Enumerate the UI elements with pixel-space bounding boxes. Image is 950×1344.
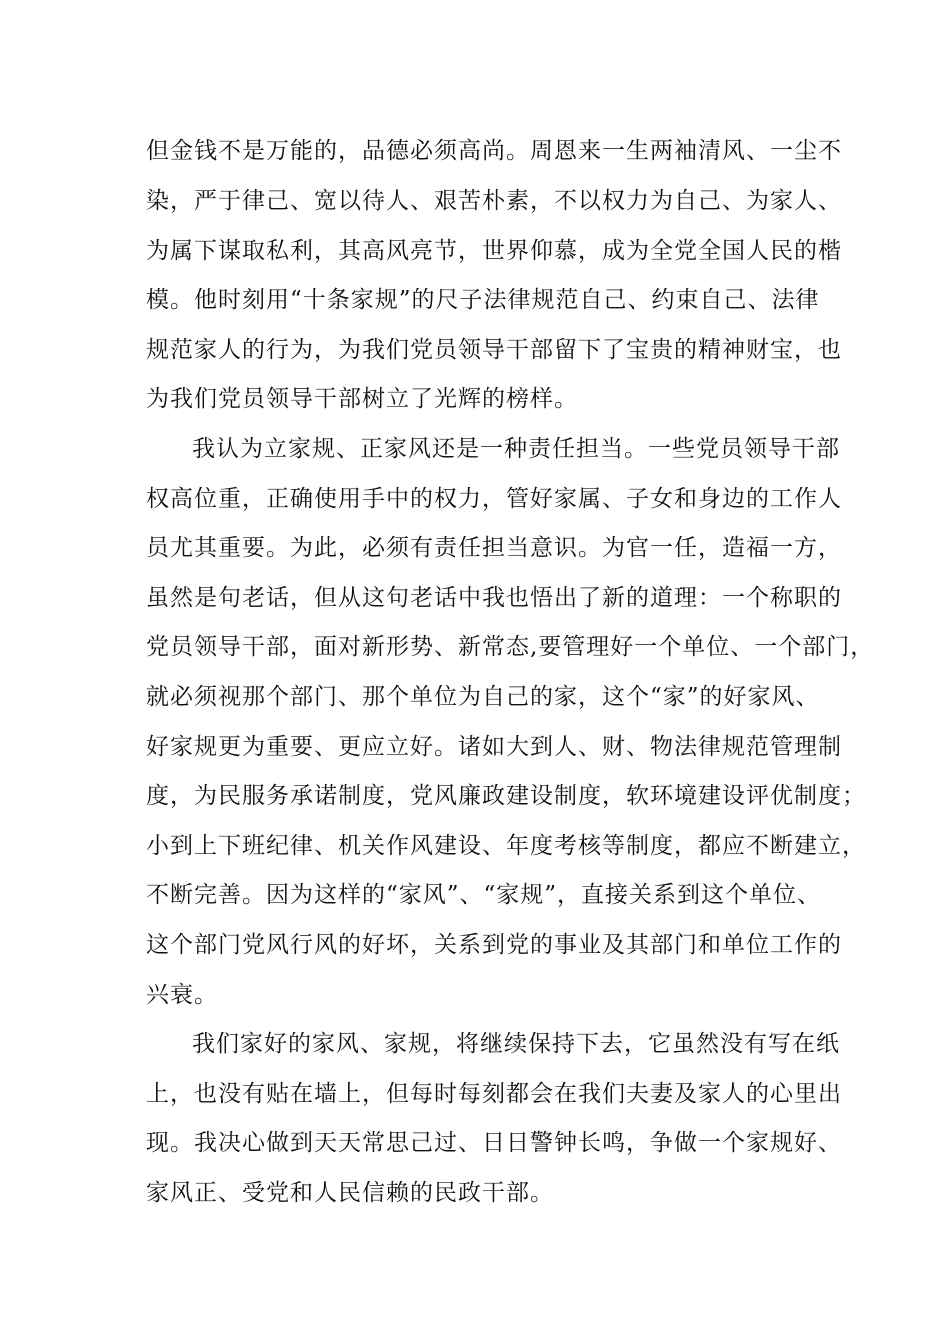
text-line: 但金钱不是万能的，品德必须高尚。周恩来一生两袖清风、一尘不	[146, 138, 842, 164]
text-line: 不断完善。因为这样的“家风”、“家规”，直接关系到这个单位、	[146, 882, 822, 908]
text-line: 虽然是句老话，但从这句老话中我也悟出了新的道理：一个称职的	[146, 585, 842, 611]
text-line: 权高位重，正确使用手中的权力，管好家属、子女和身边的工作人	[146, 486, 842, 512]
text-line: 好家规更为重要、更应立好。诸如大到人、财、物法律规范管理制	[146, 734, 842, 760]
text-line: 家风正、受党和人民信赖的民政干部。	[146, 1180, 554, 1206]
text-line: 这个部门党风行风的好坏，关系到党的事业及其部门和单位工作的	[146, 932, 842, 958]
text-line: 规范家人的行为，为我们党员领导干部留下了宝贵的精神财宝，也	[146, 337, 842, 363]
text-line: 染，严于律己、宽以待人、艰苦朴素，不以权力为自己、为家人、	[146, 188, 842, 214]
text-line: 模。他时刻用“十条家规”的尺子法律规范自己、约束自己、法律	[146, 287, 820, 313]
text-line: 员尤其重要。为此，必须有责任担当意识。为官一任，造福一方，	[146, 535, 842, 561]
paragraph-first-line: 我们家好的家风、家规，将继续保持下去，它虽然没有写在纸	[192, 1031, 840, 1057]
text-line: 为我们党员领导干部树立了光辉的榜样。	[146, 386, 578, 412]
text-line: 为属下谋取私利，其高风亮节，世界仰慕，成为全党全国人民的楷	[146, 238, 842, 264]
text-line: 度，为民服务承诺制度，党风廉政建设制度，软环境建设评优制度；	[146, 783, 866, 809]
text-line: 上，也没有贴在墙上，但每时每刻都会在我们夫妻及家人的心里出	[146, 1081, 842, 1107]
text-line: 党员领导干部，面对新形势、新常态,要管理好一个单位、一个部门，	[146, 634, 875, 660]
text-line: 兴衰。	[146, 982, 218, 1008]
text-line: 小到上下班纪律、机关作风建设、年度考核等制度，都应不断建立，	[146, 833, 866, 859]
paragraph-first-line: 我认为立家规、正家风还是一种责任担当。一些党员领导干部	[192, 436, 840, 462]
text-line: 就必须视那个部门、那个单位为自己的家，这个“家”的好家风、	[146, 684, 820, 710]
text-line: 现。我决心做到天天常思己过、日日警钟长鸣，争做一个家规好、	[146, 1130, 842, 1156]
